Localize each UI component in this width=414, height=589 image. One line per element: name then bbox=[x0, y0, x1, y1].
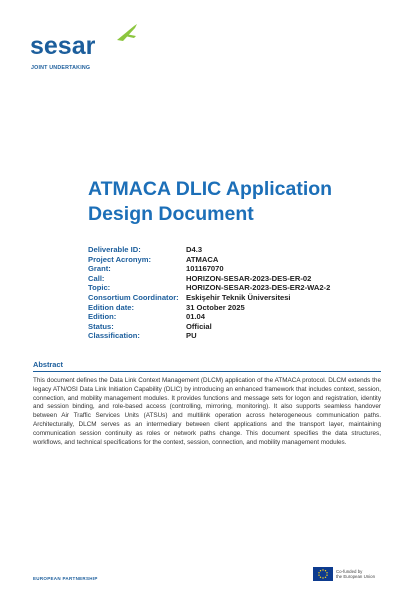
logo-wordmark: sesar bbox=[30, 32, 96, 60]
meta-value: HORIZON-SESAR-2023-DES-ER-02 bbox=[186, 273, 312, 283]
plane-icon bbox=[114, 22, 140, 44]
meta-row bbox=[88, 322, 388, 332]
meta-value: HORIZON-SESAR-2023-DES-ER2-WA2-2 bbox=[186, 283, 331, 293]
meta-key: Status: bbox=[88, 321, 114, 331]
meta-value: Official bbox=[186, 321, 212, 331]
eu-line-2: the European Union bbox=[336, 574, 376, 579]
meta-value: 101167070 bbox=[186, 264, 224, 274]
logo-subtitle: JOINT UNDERTAKING bbox=[31, 65, 91, 71]
abstract-text: This document defines the Data Link Context Management (DLCM) application of the ATMACA protocol. DLCM extends the legacy ATN/OSI Data Link Initiation Capability (DLIC) by introducing an enhanced framework that includes context, session, connection, and mobility management modules. It provides functions and message sets for logon and registration, identity and session binding, and role-based access (controlling, mirroring, monitoring). It also supports seamless handover between Air Traffic Services Units (ATSUs) and multilink operation across heterogeneous communication paths. Architecturally, DLCM serves as an intermediary between client applications and the transport layer, maintaining communication session continuity as roles or network paths change. This document specifies the data structures, workflows, and technical specifications for the context, session, connection, and mobility management modules. bbox=[33, 377, 381, 446]
meta-value: D4.3 bbox=[186, 245, 203, 254]
meta-key: Deliverable ID: bbox=[88, 245, 141, 254]
meta-row bbox=[88, 274, 388, 284]
meta-key: Topic: bbox=[88, 283, 111, 293]
eu-flag-icon bbox=[313, 567, 333, 581]
meta-value: ATMACA bbox=[186, 254, 219, 264]
meta-value: Eskişehir Teknik Üniversitesi bbox=[186, 292, 291, 302]
eu-cofunded-label bbox=[336, 569, 375, 579]
meta-value: PU bbox=[186, 331, 197, 341]
meta-row bbox=[88, 303, 388, 313]
meta-key: Project Acronym: bbox=[88, 254, 152, 264]
document-title: ATMACA DLIC Application Design Document bbox=[88, 178, 333, 225]
meta-key: Classification: bbox=[88, 331, 140, 341]
meta-row bbox=[88, 331, 388, 341]
meta-row bbox=[88, 283, 388, 293]
meta-row bbox=[88, 245, 388, 255]
meta-key: Edition: bbox=[88, 312, 117, 322]
eu-line-1: Co-funded by bbox=[336, 569, 363, 574]
meta-row bbox=[88, 264, 388, 274]
meta-row bbox=[88, 312, 388, 322]
meta-key: Call: bbox=[88, 273, 105, 283]
meta-value: 31 October 2025 bbox=[186, 302, 245, 312]
meta-row bbox=[88, 293, 388, 303]
meta-key: Edition date: bbox=[88, 302, 134, 312]
meta-value: 01.04 bbox=[186, 312, 206, 322]
european-partnership-label: EUROPEAN PARTNERSHIP bbox=[33, 576, 98, 581]
sesar-logo bbox=[30, 22, 140, 72]
meta-row bbox=[88, 255, 388, 265]
document-metadata bbox=[88, 245, 388, 341]
abstract-heading: Abstract bbox=[33, 360, 381, 372]
meta-key: Consortium Coordinator: bbox=[88, 292, 179, 302]
meta-key: Grant: bbox=[88, 264, 111, 274]
